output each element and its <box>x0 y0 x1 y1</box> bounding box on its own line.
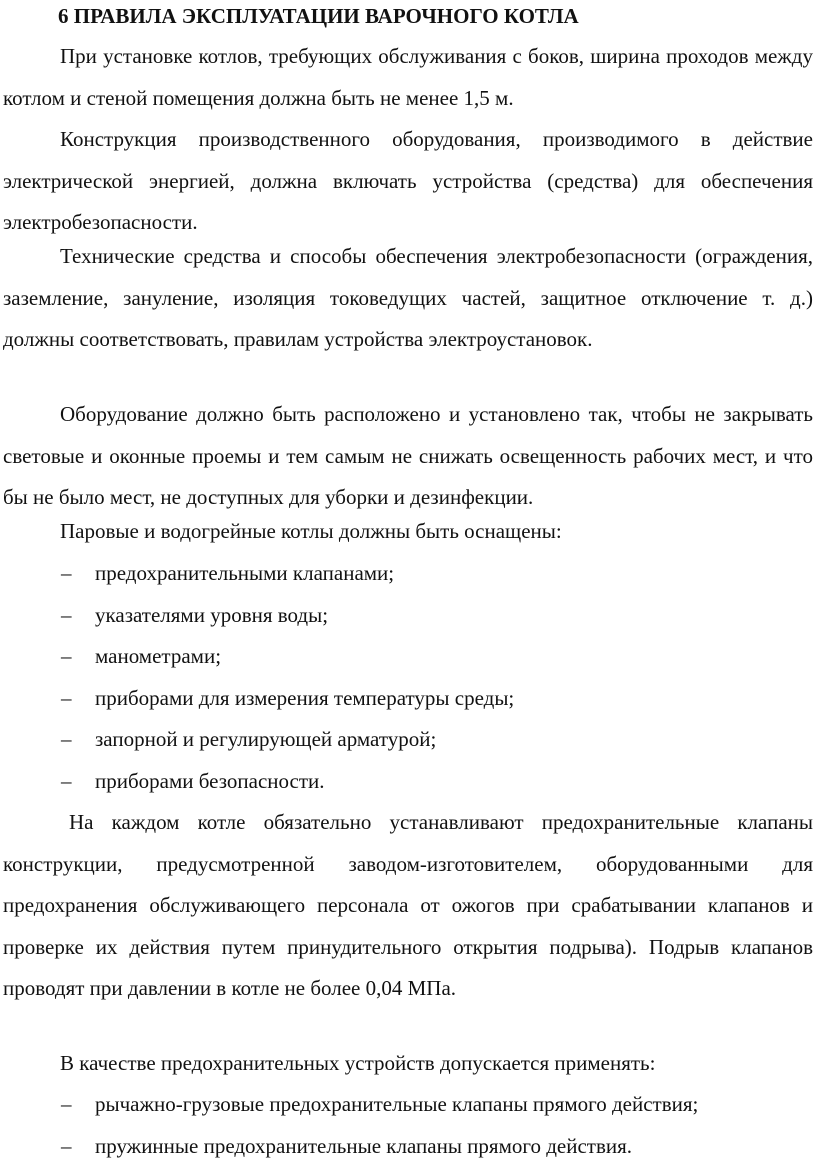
list-item <box>0 636 816 678</box>
list-item-text: указателями уровня воды; <box>95 602 329 627</box>
list-bullet: – <box>61 1092 72 1116</box>
list-bullet: – <box>61 685 72 710</box>
list-item <box>0 595 816 637</box>
list-item-text: пружинные предохранительные клапаны прямого действия. <box>95 1133 633 1158</box>
list-item-text: запорной и регулирующей арматурой; <box>95 727 437 751</box>
paragraph-passage-width: При установке котлов, требующих обслуживания с боков, ширина проходов между котлом и стеной помещения должна быть не менее 1,5 м. <box>3 44 813 110</box>
list-bullet: – <box>61 602 72 627</box>
paragraph-safety-devices-intro: В качестве предохранительных устройств допускается применять: <box>60 1051 656 1075</box>
list-bullet: – <box>61 727 72 751</box>
paragraph-boiler-equipment-intro: Паровые и водогрейные котлы должны быть оснащены: <box>60 519 562 543</box>
list-item-text: рычажно-грузовые предохранительные клапаны прямого действия; <box>95 1092 699 1116</box>
list-item <box>0 761 816 803</box>
list-bullet: – <box>61 768 72 793</box>
paragraph-safety-valves: На каждом котле обязательно устанавливают предохранительные клапаны конструкции, предусмотренной заводом-изготовителем, оборудованными для предохранения обслуживающего персонала от ожогов при срабатывании клапанов и проверке их действия путем принудительного открытия подрыва). Подрыв клапанов проводят при давлении в котле не более 0,04 МПа. <box>3 810 813 1000</box>
paragraph-equipment-placement: Оборудование должно быть расположено и установлено так, чтобы не закрывать световые и оконные проемы и тем самым не снижать освещенность рабочих мест, и что бы не было мест, не доступных для уборки и дезинфекции. <box>3 402 813 509</box>
list-item <box>0 1084 816 1126</box>
list-item-text: предохранительными клапанами; <box>95 561 395 585</box>
list-item <box>0 719 816 761</box>
safety-devices-list <box>0 1084 816 1167</box>
list-item <box>0 553 816 595</box>
list-item-text: манометрами; <box>95 644 222 668</box>
list-bullet: – <box>61 644 72 668</box>
section-title: 6 ПРАВИЛА ЭКСПЛУАТАЦИИ ВАРОЧНОГО КОТЛА <box>58 4 579 28</box>
list-bullet: – <box>61 1133 72 1158</box>
list-bullet: – <box>61 561 72 585</box>
paragraph-electrosafety-means: Технические средства и способы обеспечения электробезопасности (ограждения, заземление, зануление, изоляция токоведущих частей, защитное отключение т. д.) должны соответствовать, правилам устройства электроустановок. <box>3 244 813 351</box>
list-item <box>0 1126 816 1168</box>
list-item-text: приборами для измерения температуры среды; <box>95 685 515 710</box>
boiler-equipment-list <box>0 553 816 802</box>
list-item-text: приборами безопасности. <box>95 768 325 793</box>
list-item <box>0 678 816 720</box>
paragraph-electrical-equipment: Конструкция производственного оборудования, производимого в действие электрической энергией, должна включать устройства (средства) для обеспечения электробезопасности. <box>3 127 813 234</box>
